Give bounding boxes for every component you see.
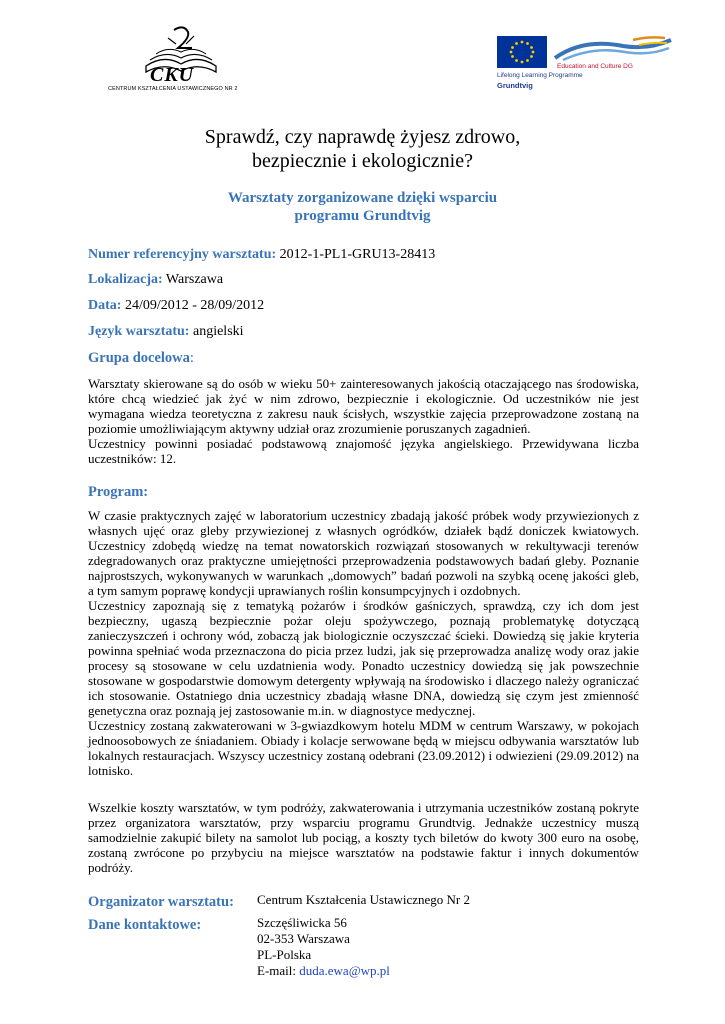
target-group-colon: : — [189, 350, 194, 366]
contact-details — [257, 915, 390, 979]
lifelong-swoosh-icon — [553, 36, 673, 62]
date-label: Data: — [88, 298, 122, 313]
eu-grundtvig-logo — [497, 36, 677, 96]
language-label: Język warsztatu: — [88, 324, 190, 339]
language-value: angielski — [189, 324, 244, 339]
contact-country: PL-Polska — [257, 947, 312, 962]
target-group-heading — [88, 350, 194, 367]
eu-logo-line1: Education and Culture DG — [557, 63, 633, 70]
eu-logo-line2: Lifelong Learning Programme — [497, 72, 583, 79]
costs-text — [88, 800, 639, 875]
target-group-heading-text: Grupa docelowa — [88, 350, 190, 366]
program-paragraph-2: Uczestnicy zapoznają się z tematyką pożarów i środków gaśniczych, sprawdzą, czy ich dom jest bezpieczny, ugaszą bezpiecznie pożar oleju spożywczego, poznają problematykę dotyczącą zanieczyszczeń i ochrony wód, zobaczą jak biologicznie oczyszczać ścieki. Dowiedzą się jakie kryteria powinna spełniać woda przeznaczona do picia przez ludzi, jak się przeprowadza analizę wody oraz jakie procesy są stosowane w celu uzdatnienia wody. Ponadto uczestnicy dowiedzą się jak powszechnie stosowane w gospodarstwie domowym detergenty wpływają na środowisko i dlaczego należy ograniczać ich stosowanie. Ostatniego dnia uczestnicy zbadają własne DNA, dowiedzą się czym jest zmienność genetyczna oraz poznają jej zastosowanie m.in. w diagnostyce medycznej. — [88, 598, 639, 718]
target-paragraph-1: Warsztaty skierowane są do osób w wieku 50+ zainteresowanych jakością otaczającego nas środowiska, które chcą wiedzieć jak żyć w nim zdrowo, bezpiecznie i ekologicznie. Od uczestników nie jest wymagana wiedza teoretyczna z zakresu nauk ścisłych, wszystkie zajęcia przeprowadzone zostaną na poziomie umożliwiającym aktywny udział oraz zrozumienie poruszanych zagadnień. — [88, 376, 639, 436]
eu-logo-line3: Grundtvig — [497, 81, 533, 90]
contact-email-row — [257, 963, 390, 979]
ref-number-row — [88, 247, 435, 263]
contact-city: 02-353 Warszawa — [257, 931, 350, 946]
ref-number-value: 2012-1-PL1-GRU13-28413 — [276, 247, 436, 262]
costs-paragraph: Wszelkie koszty warsztatów, w tym podróży, zakwaterowania i utrzymania uczestników zostaną pokryte przez organizatora warsztatów, przy wsparciu programu Grundtvig. Jednakże uczestnicy muszą samodzielnie zakupić bilety na samolot lub pociąg, a koszty tych biletów do kwoty 300 euro na osobę, zostaną zwrócone po przybyciu na miejsce warsztatów na podstawie faktur i innych dokumentów podróży. — [88, 800, 639, 875]
cku-caption: CENTRUM KSZTAŁCENIA USTAWICZNEGO NR 2 — [108, 86, 238, 92]
date-value: 24/09/2012 - 28/09/2012 — [121, 298, 265, 313]
target-group-text — [88, 376, 639, 466]
eu-flag-icon — [497, 36, 547, 68]
location-label: Lokalizacja: — [88, 272, 163, 287]
program-paragraph-3: Uczestnicy zostaną zakwaterowani w 3-gwiazdkowym hotelu MDM w centrum Warszawy, w pokojach jednoosobowych ze śniadaniem. Obiady i kolacje serwowane będą w miejscu odbywania warsztatów lub lokalnych restauracjach. Wszyscy uczestnicy zostaną odebrani (23.09.2012) i odwiezieni (29.09.2012) na lotnisko. — [88, 718, 639, 778]
title-line-2: bezpiecznie i ekologicznie? — [252, 150, 473, 172]
target-paragraph-2: Uczestnicy powinni posiadać podstawową znajomość języka angielskiego. Przewidywana liczba uczestników: 12. — [88, 436, 639, 466]
contact-label: Dane kontaktowe: — [88, 917, 202, 933]
contact-email-link[interactable]: duda.ewa@wp.pl — [299, 963, 390, 978]
organizer-value: Centrum Kształcenia Ustawicznego Nr 2 — [257, 892, 470, 907]
subtitle-line-2: programu Grundtvig — [294, 208, 431, 224]
location-value: Warszawa — [162, 272, 224, 287]
contact-email-label: E-mail: — [257, 963, 300, 978]
program-heading: Program: — [88, 484, 149, 500]
date-row — [88, 298, 264, 314]
program-paragraph-1: W czasie praktycznych zajęć w laboratorium uczestnicy zbadają jakość próbek wody przywiezionych z własnych ujęć oraz gleby przywiezionej z własnych ogródków, działek bądź doniczek kwiatowych. Uczestnicy zdobędą wiedzę na temat nowatorskich rozwiązań stosowanych w rekultywacji terenów zdegradowanych oraz praktyczne umiejętności przeprowadzenia podstawowych badań gleby. Poznanie najprostszych, wykonywanych w warunkach „domowych” badań pozwoli na szybką ocenę jakości gleb, a tym samym poprawę kondycji uprawianych roślin konsumpcyjnych i ozdobnych. — [88, 508, 639, 598]
ref-number-label: Numer referencyjny warsztatu: — [88, 247, 277, 262]
subtitle-line-1: Warsztaty zorganizowane dzięki wsparciu — [227, 190, 498, 206]
language-row — [88, 324, 244, 340]
cku-logo — [106, 24, 256, 94]
organizer-label: Organizator warsztatu: — [88, 894, 234, 910]
location-row — [88, 272, 223, 288]
program-text — [88, 508, 639, 778]
title-line-1: Sprawdź, czy naprawdę żyjesz zdrowo, — [204, 126, 521, 148]
contact-street: Szczęśliwicka 56 — [257, 915, 347, 930]
cku-logo-text: CKU — [150, 64, 195, 86]
